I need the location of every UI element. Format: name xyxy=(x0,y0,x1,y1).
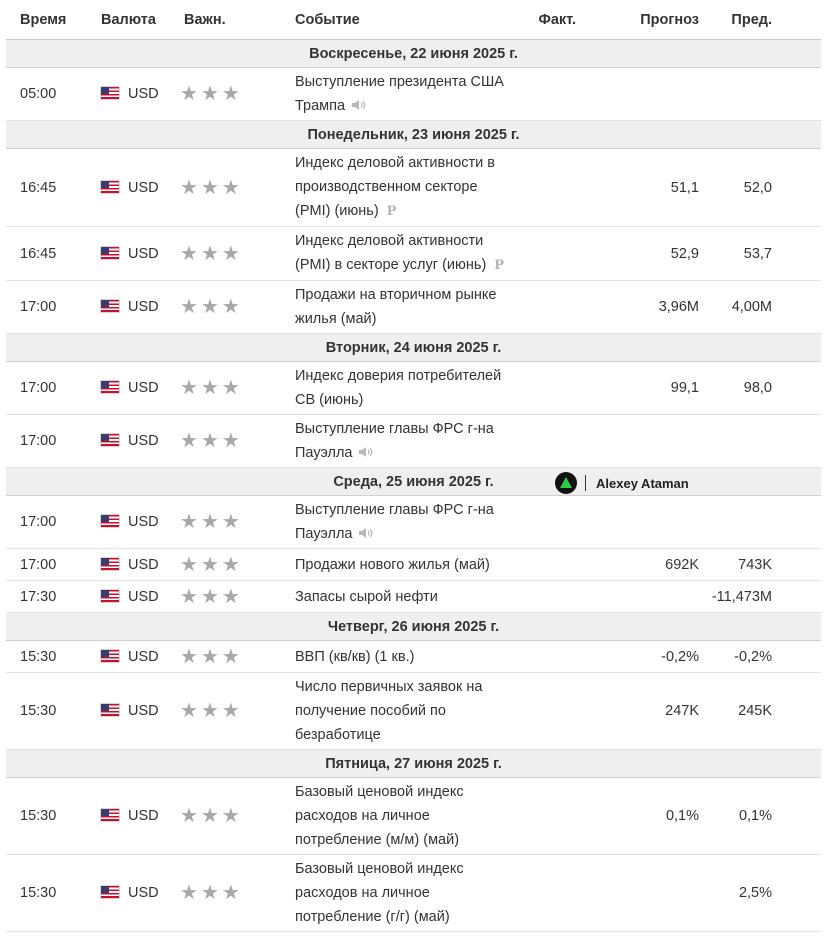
star-icon: ★ xyxy=(180,377,198,399)
event-row[interactable] xyxy=(6,415,821,468)
importance-stars xyxy=(174,855,284,932)
event-time: 17:00 xyxy=(6,496,94,549)
importance-stars xyxy=(174,68,284,121)
event-currency xyxy=(94,673,174,750)
event-time: 17:00 xyxy=(6,281,94,334)
star-icon: ★ xyxy=(180,882,198,904)
star-icon: ★ xyxy=(180,645,198,668)
event-forecast xyxy=(596,496,706,549)
importance-stars xyxy=(174,415,284,468)
importance-stars xyxy=(174,581,284,613)
event-forecast: -0,2% xyxy=(596,641,706,673)
event-row[interactable] xyxy=(6,227,821,281)
event-title[interactable]: Базовый ценовой индекс расходов на личное потребление (г/г) (май) xyxy=(295,861,464,925)
day-label: Пятница, 27 июня 2025 г. xyxy=(6,750,821,778)
calendar-table xyxy=(6,0,821,932)
event-currency xyxy=(94,581,174,613)
event-previous: 743K xyxy=(706,549,821,581)
event-title[interactable]: Выступление главы ФРС г-на Пауэлла xyxy=(295,502,494,542)
event-time: 17:00 xyxy=(6,362,94,415)
star-icon: ★ xyxy=(200,242,219,265)
event-forecast xyxy=(596,855,706,932)
event-title[interactable]: Продажи нового жилья (май) xyxy=(295,556,490,573)
currency-code: USD xyxy=(128,514,159,530)
event-actual xyxy=(516,549,596,581)
star-icon: ★ xyxy=(180,511,198,533)
event-previous xyxy=(706,496,821,549)
star-icon: ★ xyxy=(200,83,219,105)
currency-code: USD xyxy=(128,179,159,196)
star-icon: ★ xyxy=(221,882,240,904)
event-time: 15:30 xyxy=(6,673,94,750)
star-icon: ★ xyxy=(180,553,198,576)
event-title[interactable]: Выступление главы ФРС г-на Пауэлла xyxy=(295,421,494,461)
event-name[interactable] xyxy=(284,496,516,549)
star-icon: ★ xyxy=(180,585,198,608)
importance-stars xyxy=(174,641,284,673)
event-forecast xyxy=(596,415,706,468)
importance-stars xyxy=(174,227,284,281)
event-currency xyxy=(94,778,174,855)
star-icon: ★ xyxy=(221,430,240,452)
us-flag-icon xyxy=(101,247,119,259)
event-title[interactable]: Индекс деловой активности (PMI) в секторе услуг (июнь) xyxy=(295,233,487,273)
day-row xyxy=(6,40,821,68)
event-previous: 52,0 xyxy=(706,149,821,227)
importance-stars xyxy=(174,778,284,855)
event-previous: -11,473M xyxy=(706,581,821,613)
event-title[interactable]: Число первичных заявок на получение пособий по безработице xyxy=(295,679,483,743)
event-time: 17:00 xyxy=(6,415,94,468)
event-name[interactable] xyxy=(284,68,516,121)
event-row[interactable] xyxy=(6,581,821,613)
event-previous: 53,7 xyxy=(706,227,821,281)
event-row[interactable] xyxy=(6,68,821,121)
importance-stars xyxy=(174,496,284,549)
star-icon: ★ xyxy=(221,377,240,399)
header-forecast: Прогноз xyxy=(596,0,706,40)
event-forecast: 247K xyxy=(596,673,706,750)
event-title[interactable]: Индекс доверия потребителей CB (июнь) xyxy=(295,368,502,408)
header-time: Время xyxy=(6,0,94,40)
speaker-icon xyxy=(351,99,367,111)
event-time: 15:30 xyxy=(6,855,94,932)
event-currency xyxy=(94,549,174,581)
event-actual xyxy=(516,641,596,673)
event-previous: 2,5% xyxy=(706,855,821,932)
brand-separator xyxy=(585,475,586,491)
speaker-icon xyxy=(358,446,374,458)
day-label: Четверг, 26 июня 2025 г. xyxy=(6,613,821,641)
currency-code: USD xyxy=(128,648,159,665)
event-row[interactable] xyxy=(6,149,821,227)
economic-calendar xyxy=(6,0,821,932)
event-currency xyxy=(94,415,174,468)
event-actual xyxy=(516,778,596,855)
us-flag-icon xyxy=(101,590,119,602)
event-row[interactable] xyxy=(6,673,821,750)
day-row xyxy=(6,121,821,149)
star-icon: ★ xyxy=(221,296,240,318)
star-icon: ★ xyxy=(200,645,219,668)
day-label: Воскресенье, 22 июня 2025 г. xyxy=(6,40,821,68)
star-icon: ★ xyxy=(200,585,219,608)
event-name[interactable] xyxy=(284,415,516,468)
event-previous xyxy=(706,415,821,468)
event-time: 17:30 xyxy=(6,581,94,613)
star-icon: ★ xyxy=(221,83,240,105)
star-icon: ★ xyxy=(180,805,198,827)
header-actual: Факт. xyxy=(516,0,596,40)
header-previous: Пред. xyxy=(706,0,821,40)
star-icon: ★ xyxy=(200,176,219,199)
event-currency xyxy=(94,362,174,415)
event-time: 17:00 xyxy=(6,549,94,581)
event-row[interactable] xyxy=(6,641,821,673)
star-icon: ★ xyxy=(221,645,240,668)
star-icon: ★ xyxy=(200,700,219,722)
star-icon: ★ xyxy=(180,430,198,452)
event-time: 05:00 xyxy=(6,68,94,121)
preliminary-p-icon: P xyxy=(494,258,505,273)
event-previous: 4,00M xyxy=(706,281,821,334)
us-flag-icon xyxy=(101,809,119,821)
star-icon: ★ xyxy=(221,700,240,722)
currency-code: USD xyxy=(128,808,159,824)
star-icon: ★ xyxy=(180,242,198,265)
event-forecast: 3,96M xyxy=(596,281,706,334)
day-row xyxy=(6,468,821,496)
currency-code: USD xyxy=(128,433,159,449)
event-time: 16:45 xyxy=(6,149,94,227)
event-previous: -0,2% xyxy=(706,641,821,673)
day-label: Понедельник, 23 июня 2025 г. xyxy=(6,121,821,149)
day-row xyxy=(6,750,821,778)
us-flag-icon xyxy=(101,434,119,446)
event-forecast: 51,1 xyxy=(596,149,706,227)
event-name[interactable] xyxy=(284,549,516,581)
header-row xyxy=(6,0,821,40)
event-previous: 0,1% xyxy=(706,778,821,855)
event-previous: 245K xyxy=(706,673,821,750)
header-currency: Валюта xyxy=(94,0,174,40)
event-actual xyxy=(516,496,596,549)
event-title[interactable]: Базовый ценовой индекс расходов на личное потребление (м/м) (май) xyxy=(295,784,464,848)
event-name[interactable] xyxy=(284,855,516,932)
star-icon: ★ xyxy=(221,242,240,265)
event-previous xyxy=(706,68,821,121)
event-name[interactable] xyxy=(284,641,516,673)
event-currency xyxy=(94,641,174,673)
star-icon: ★ xyxy=(200,805,219,827)
star-icon: ★ xyxy=(221,585,240,608)
star-icon: ★ xyxy=(180,296,198,318)
event-time: 16:45 xyxy=(6,227,94,281)
event-name[interactable] xyxy=(284,673,516,750)
speaker-icon xyxy=(358,527,374,539)
star-icon: ★ xyxy=(221,553,240,576)
star-icon: ★ xyxy=(180,700,198,722)
event-forecast: 0,1% xyxy=(596,778,706,855)
currency-code: USD xyxy=(128,703,159,719)
event-actual xyxy=(516,227,596,281)
event-name[interactable] xyxy=(284,281,516,334)
star-icon: ★ xyxy=(200,377,219,399)
event-currency xyxy=(94,855,174,932)
us-flag-icon xyxy=(101,515,119,527)
us-flag-icon xyxy=(101,87,119,99)
header-event: Событие xyxy=(284,0,516,40)
currency-code: USD xyxy=(128,556,159,573)
event-row[interactable] xyxy=(6,855,821,932)
event-title[interactable]: Продажи на вторичном рынке жилья (май) xyxy=(295,287,497,327)
event-actual xyxy=(516,149,596,227)
star-icon: ★ xyxy=(221,805,240,827)
event-previous: 98,0 xyxy=(706,362,821,415)
event-actual xyxy=(516,855,596,932)
event-currency xyxy=(94,496,174,549)
event-currency xyxy=(94,68,174,121)
day-label: Среда, 25 июня 2025 г. xyxy=(333,473,494,490)
currency-code: USD xyxy=(128,588,159,605)
us-flag-icon xyxy=(101,558,119,570)
brand-name: Alexey Ataman xyxy=(596,475,689,491)
star-icon: ★ xyxy=(200,553,219,576)
currency-code: USD xyxy=(128,86,159,102)
event-currency xyxy=(94,281,174,334)
event-title[interactable]: ВВП (кв/кв) (1 кв.) xyxy=(295,648,415,665)
event-forecast: 52,9 xyxy=(596,227,706,281)
event-forecast xyxy=(596,581,706,613)
event-forecast: 692K xyxy=(596,549,706,581)
event-row[interactable] xyxy=(6,549,821,581)
us-flag-icon xyxy=(101,300,119,312)
event-row[interactable] xyxy=(6,496,821,549)
star-icon: ★ xyxy=(200,511,219,533)
event-row[interactable] xyxy=(6,281,821,334)
currency-code: USD xyxy=(128,299,159,315)
star-icon: ★ xyxy=(180,176,198,199)
day-label: Вторник, 24 июня 2025 г. xyxy=(6,334,821,362)
event-name[interactable] xyxy=(284,227,516,281)
currency-code: USD xyxy=(128,380,159,396)
star-icon: ★ xyxy=(200,296,219,318)
importance-stars xyxy=(174,549,284,581)
event-actual xyxy=(516,362,596,415)
day-row xyxy=(6,334,821,362)
preliminary-p-icon: P xyxy=(386,204,397,219)
day-row xyxy=(6,613,821,641)
importance-stars xyxy=(174,362,284,415)
star-icon: ★ xyxy=(221,176,240,199)
currency-code: USD xyxy=(128,245,159,262)
brand-logo-icon xyxy=(555,472,577,494)
event-name[interactable] xyxy=(284,362,516,415)
event-actual xyxy=(516,415,596,468)
event-actual xyxy=(516,673,596,750)
event-title[interactable]: Индекс деловой активности в производственном секторе (PMI) (июнь) xyxy=(295,155,496,219)
importance-stars xyxy=(174,149,284,227)
event-title[interactable]: Запасы сырой нефти xyxy=(295,588,438,605)
event-time: 15:30 xyxy=(6,641,94,673)
event-time: 15:30 xyxy=(6,778,94,855)
currency-code: USD xyxy=(128,885,159,901)
event-name[interactable] xyxy=(284,778,516,855)
star-icon: ★ xyxy=(200,430,219,452)
event-forecast: 99,1 xyxy=(596,362,706,415)
event-forecast xyxy=(596,68,706,121)
star-icon: ★ xyxy=(180,83,198,105)
star-icon: ★ xyxy=(200,882,219,904)
us-flag-icon xyxy=(101,181,119,193)
us-flag-icon xyxy=(101,650,119,662)
event-title[interactable]: Выступление президента США Трампа xyxy=(295,74,504,114)
star-icon: ★ xyxy=(221,511,240,533)
event-name[interactable] xyxy=(284,149,516,227)
event-currency xyxy=(94,227,174,281)
us-flag-icon xyxy=(101,886,119,898)
us-flag-icon xyxy=(101,704,119,716)
event-actual xyxy=(516,581,596,613)
event-actual xyxy=(516,68,596,121)
event-row[interactable] xyxy=(6,778,821,855)
brand-watermark xyxy=(555,472,689,494)
event-name[interactable] xyxy=(284,581,516,613)
header-importance: Важн. xyxy=(174,0,284,40)
event-currency xyxy=(94,149,174,227)
event-actual xyxy=(516,281,596,334)
event-row[interactable] xyxy=(6,362,821,415)
us-flag-icon xyxy=(101,381,119,393)
importance-stars xyxy=(174,673,284,750)
importance-stars xyxy=(174,281,284,334)
